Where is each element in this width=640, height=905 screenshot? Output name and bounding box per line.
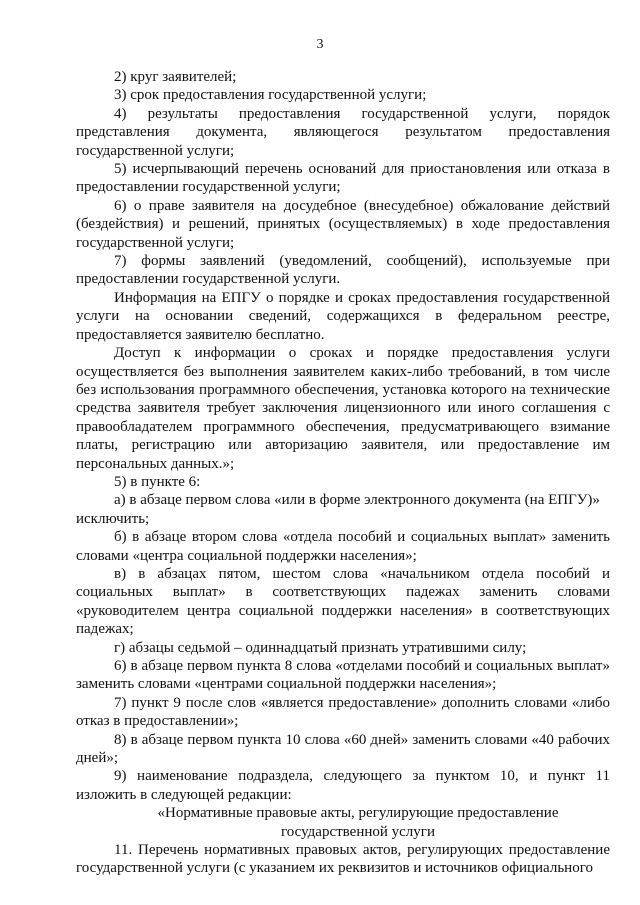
list-item-point-6: 5) в пункте 6:	[114, 473, 201, 490]
document-body	[76, 68, 610, 878]
list-item-appeal-right: 6) о праве заявителя на досудебное (внесудебное) обжалование действий (бездействия) и решений, принятых (осуществляемых) в ходе предоставления государственной услуги;	[76, 197, 610, 251]
list-item-point-9: 7) пункт 9 после слов «является предоставление» дополнить словами «либо отказ в предоставлении»;	[76, 694, 610, 730]
subitem-b: б) в абзаце втором слова «отдела пособий и социальных выплат» заменить словами «центра социальной поддержки населения»;	[76, 529, 610, 564]
section-heading-line-2: государственной услуги	[281, 823, 435, 840]
subitem-g: г) абзацы седьмой – одиннадцатый признать утратившими силу;	[114, 639, 527, 656]
list-item-refusal-grounds: 5) исчерпывающий перечень оснований для приостановления или отказа в предоставлении государственной услуги;	[76, 161, 610, 196]
list-item-applicants: 2) круг заявителей;	[114, 69, 237, 85]
section-heading-line-1: «Нормативные правовые акты, регулирующие предоставление	[157, 805, 559, 822]
list-item-point-8: 6) в абзаце первом пункта 8 слова «отделами пособий и социальных выплат» заменить словами «центрами социальной поддержки населения»;	[76, 658, 610, 693]
paragraph-info-access: Доступ к информации о сроках и порядке предоставления услуги осуществляется без выполнения заявителем каких-либо требований, в том числе без использования программного обеспечения, установка которого на технические средства заявителя требует заключения лицензионного или иного соглашения с правообладателем программного обеспечения, предусматривающего взимание платы, регистрацию или авторизацию заявителя, или предоставление им персональных данных.»;	[76, 345, 610, 472]
list-item-service-results: 4) результаты предоставления государственной услуги, порядок представления документа, являющегося результатом предоставления государственной услуги;	[76, 105, 610, 159]
subitem-a: а) в абзаце первом слова «или в форме электронного документа (на ЕПГУ)»	[114, 492, 600, 509]
list-item-service-term: 3) срок предоставления государственной услуги;	[114, 87, 427, 104]
subitem-a-continued: исключить;	[76, 510, 150, 527]
paragraph-epgu-info: Информация на ЕПГУ о порядке и сроках предоставления государственной услуги на основании сведений, содержащихся в федеральном реестре, предоставляется заявителю бесплатно.	[76, 289, 610, 343]
subitem-v: в) в абзацах пятом, шестом слова «начальником отдела пособий и социальных выплат» в соответствующих падежах заменить словами «руководителем центра социальной поддержки населения» в соответствующих падежах;	[76, 565, 610, 638]
list-item-point-11: 9) наименование подраздела, следующего за пунктом 10, и пункт 11 изложить в следующей редакции:	[76, 768, 610, 803]
list-item-point-10: 8) в абзаце первом пункта 10 слова «60 дней» заменить словами «40 рабочих дней»;	[76, 731, 610, 767]
page-number: 3	[316, 37, 324, 52]
list-item-application-forms: 7) формы заявлений (уведомлений, сообщений), используемые при предоставлении государственной услуги.	[76, 253, 610, 288]
paragraph-point-11: 11. Перечень нормативных правовых актов, регулирующих предоставление государственной услуги (с указанием их реквизитов и источников официального	[76, 842, 610, 877]
